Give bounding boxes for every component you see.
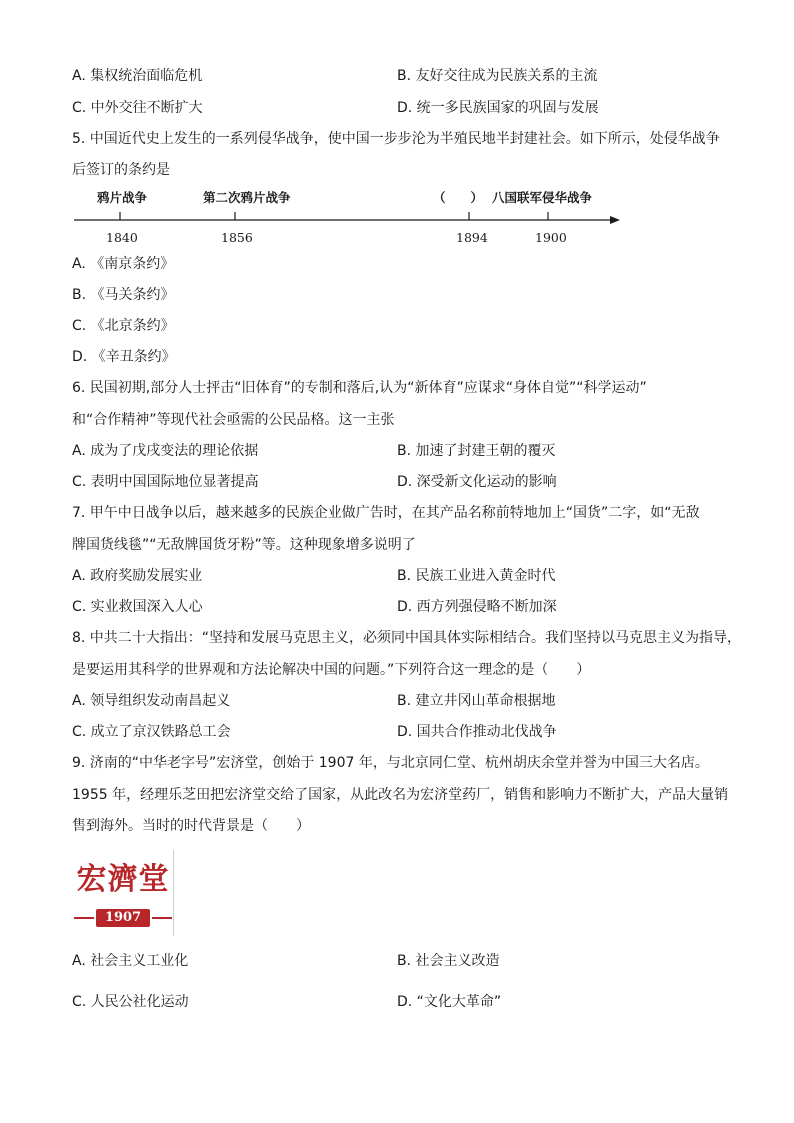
q9-option-a: A. 社会主义工业化 (72, 953, 189, 969)
q7-stem-line2: 牌国货线毯”“无敌牌国货牙粉”等。这种现象增多说明了 (72, 537, 416, 553)
timeline-year-3: 1894 (456, 230, 488, 245)
q7-option-c: C. 实业救国深入人心 (72, 599, 203, 615)
logo-rule-left (74, 917, 94, 919)
q5-option-a: A. 《南京条约》 (72, 256, 175, 272)
logo-year: 1907 (96, 909, 150, 927)
timeline-year-2: 1856 (221, 230, 253, 245)
q5-stem-line2: 后签订的条约是 (72, 162, 170, 178)
q9-stem-line3: 售到海外。当时的时代背景是（ ） (72, 818, 310, 834)
q5-option-c: C. 《北京条约》 (72, 318, 175, 334)
q8-option-d: D. 国共合作推动北伐战争 (397, 724, 557, 740)
timeline-event-4: 八国联军侵华战争 (492, 190, 593, 205)
q6-option-c: C. 表明中国国际地位显著提高 (72, 474, 259, 490)
timeline-year-4: 1900 (535, 230, 567, 245)
q6-option-d: D. 深受新文化运动的影响 (397, 474, 557, 490)
timeline-event-3: （ ） (433, 190, 484, 205)
q6-stem-line2: 和“合作精神”等现代社会亟需的公民品格。这一主张 (72, 412, 395, 428)
q7-option-a: A. 政府奖励发展实业 (72, 568, 203, 584)
timeline-year-1: 1840 (106, 230, 138, 245)
q5-option-d: D. 《辛丑条约》 (72, 349, 176, 365)
q5-stem-line1: 5. 中国近代史上发生的一系列侵华战争，使中国一步步沦为半殖民地半封建社会。如下所示，处侵华战争 (72, 131, 720, 147)
q8-stem-line1: 8. 中共二十大指出：“坚持和发展马克思主义，必须同中国具体实际相结合。我们坚持以马克思主义为指导， (72, 630, 742, 646)
q4-option-b: B. 友好交往成为民族关系的主流 (397, 68, 598, 84)
q6-option-a: A. 成为了戊戌变法的理论依据 (72, 443, 259, 459)
q8-stem-line2: 是要运用其科学的世界观和方法论解决中国的问题。”下列符合这一理念的是（ ） (72, 662, 591, 678)
q6-option-b: B. 加速了封建王朝的覆灭 (397, 443, 556, 459)
timeline-event-2: 第二次鸦片战争 (203, 190, 291, 205)
q9-option-c: C. 人民公社化运动 (72, 994, 189, 1010)
q6-stem-line1: 6. 民国初期,部分人士抨击“旧体育”的专制和落后,认为“新体育”应谋求“身体自觉”“科学运动” (72, 380, 647, 396)
logo-divider (173, 850, 174, 936)
q7-option-d: D. 西方列强侵略不断加深 (397, 599, 557, 615)
q9-stem-line1: 9. 济南的“中华老字号”宏济堂，创始于 1907 年，与北京同仁堂、杭州胡庆余堂并誉为中国三大名店。 (72, 755, 709, 771)
logo-rule-right (152, 917, 172, 919)
q9-option-b: B. 社会主义改造 (397, 953, 500, 969)
q8-option-a: A. 领导组织发动南昌起义 (72, 693, 231, 709)
q4-option-c: C. 中外交往不断扩大 (72, 100, 203, 116)
q4-option-a: A. 集权统治面临危机 (72, 68, 203, 84)
q7-option-b: B. 民族工业进入黄金时代 (397, 568, 556, 584)
logo-name: 宏濟堂 (76, 862, 170, 897)
q8-option-b: B. 建立井冈山革命根据地 (397, 693, 556, 709)
q8-option-c: C. 成立了京汉铁路总工会 (72, 724, 231, 740)
q7-stem-line1: 7. 甲午中日战争以后，越来越多的民族企业做广告时，在其产品名称前特地加上“国货”二字，如“无敌 (72, 505, 700, 521)
q5-option-b: B. 《马关条约》 (72, 287, 175, 303)
timeline-event-1: 鸦片战争 (97, 190, 148, 205)
q9-option-d: D. “文化大革命” (397, 994, 502, 1010)
hongjitang-logo (72, 850, 174, 936)
q4-option-d: D. 统一多民族国家的巩固与发展 (397, 100, 599, 116)
q9-stem-line2: 1955 年，经理乐芝田把宏济堂交给了国家，从此改名为宏济堂药厂，销售和影响力不断扩大，产品大量销 (72, 787, 729, 803)
